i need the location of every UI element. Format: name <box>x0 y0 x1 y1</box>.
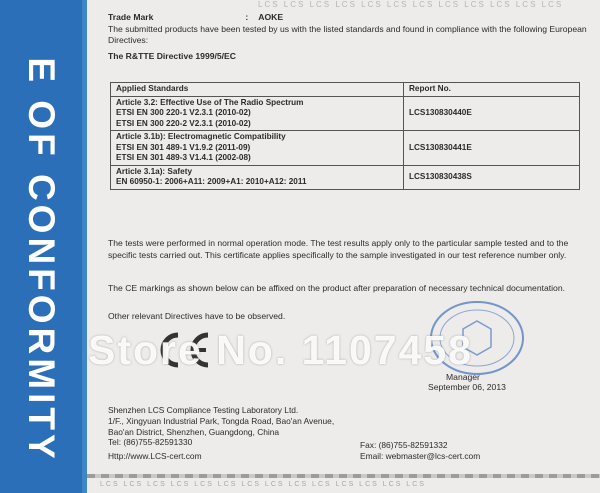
header-standards: Applied Standards <box>111 83 404 97</box>
store-watermark: Store No. 1107458 <box>88 327 473 373</box>
standards-cell <box>111 165 404 189</box>
standard-line: ETSI EN 301 489-1 V1.9.2 (2011-09) <box>116 142 251 152</box>
email-link[interactable]: Email: webmaster@lcs-cert.com <box>360 451 481 461</box>
report-cell: LCS130830441E <box>404 131 580 166</box>
table-header-row <box>111 83 580 97</box>
standards-cell <box>111 131 404 166</box>
table-row <box>111 131 580 166</box>
footer-divider <box>87 474 600 478</box>
article-heading: Article 3.2: Effective Use of The Radio Spectrum <box>116 97 304 107</box>
standards-cell <box>111 96 404 131</box>
standard-line: ETSI EN 300 220-2 V2.3.1 (2010-02) <box>116 118 251 128</box>
standard-line: EN 60950-1: 2006+A11: 2009+A1: 2010+A12: 2011 <box>116 177 307 186</box>
lab-address <box>108 405 334 448</box>
standard-line: ETSI EN 300 220-1 V2.3.1 (2010-02) <box>116 108 251 117</box>
directive-title: The R&TTE Directive 1999/5/EC <box>108 50 236 61</box>
directives-paragraph: Other relevant Directives have to be observed. <box>108 311 286 321</box>
band-edge <box>82 0 87 493</box>
ce-paragraph: The CE markings as shown below can be affixed on the product after preparation of necessary technical documentation. <box>108 283 566 293</box>
address-line: Bao'an District, Shenzhen, Guangdong, China <box>108 426 280 437</box>
footer-watermark: LCS LCS LCS LCS LCS LCS LCS LCS LCS LCS LCS LCS LCS LCS <box>100 481 426 488</box>
lab-name: Shenzhen LCS Compliance Testing Laboratory Ltd. <box>108 405 299 415</box>
tests-paragraph: The tests were performed in normal operation mode. The test results apply only to the particular sample tested and to the specific tests carried out. This certificate applies specifically to the sample investigated in our test reference number only. <box>108 238 569 260</box>
standard-line: ETSI EN 301 489-3 V1.4.1 (2002-08) <box>116 153 251 162</box>
intro-text: The submitted products have been tested by us with the listed standards and found in compliance with the following European Directives: <box>108 23 587 45</box>
address-line: 1/F., Xingyuan Industrial Park, Tongda Road, Bao'an Avenue, <box>108 415 335 426</box>
top-watermark: LCS LCS LCS LCS LCS LCS LCS LCS LCS LCS LCS LCS <box>258 0 564 9</box>
header-block <box>108 12 588 62</box>
manager-label: Manager <box>446 372 480 382</box>
article-heading: Article 3.1b): Electromagnetic Compatibility <box>116 132 286 141</box>
header-report: Report No. <box>404 83 580 97</box>
trade-mark-label: Trade Mark <box>108 12 154 22</box>
standards-table <box>110 82 580 190</box>
issue-date: September 06, 2013 <box>428 382 506 392</box>
table-row <box>111 165 580 189</box>
trade-mark-line: Trade Mark : AOKE <box>108 12 284 22</box>
article-heading: Article 3.1a): Safety <box>116 166 192 176</box>
report-cell: LCS130830438S <box>404 165 580 189</box>
vertical-title: E OF CONFORMITY <box>21 57 62 463</box>
fax-line: Fax: (86)755-82591332 <box>360 440 448 450</box>
report-cell: LCS130830440E <box>404 96 580 131</box>
side-band <box>0 0 82 493</box>
website-link[interactable]: Http://www.LCS-cert.com <box>108 451 202 461</box>
tel-line: Tel: (86)755-82591330 <box>108 437 193 448</box>
table-row <box>111 96 580 131</box>
trade-mark-value: AOKE <box>258 12 284 22</box>
